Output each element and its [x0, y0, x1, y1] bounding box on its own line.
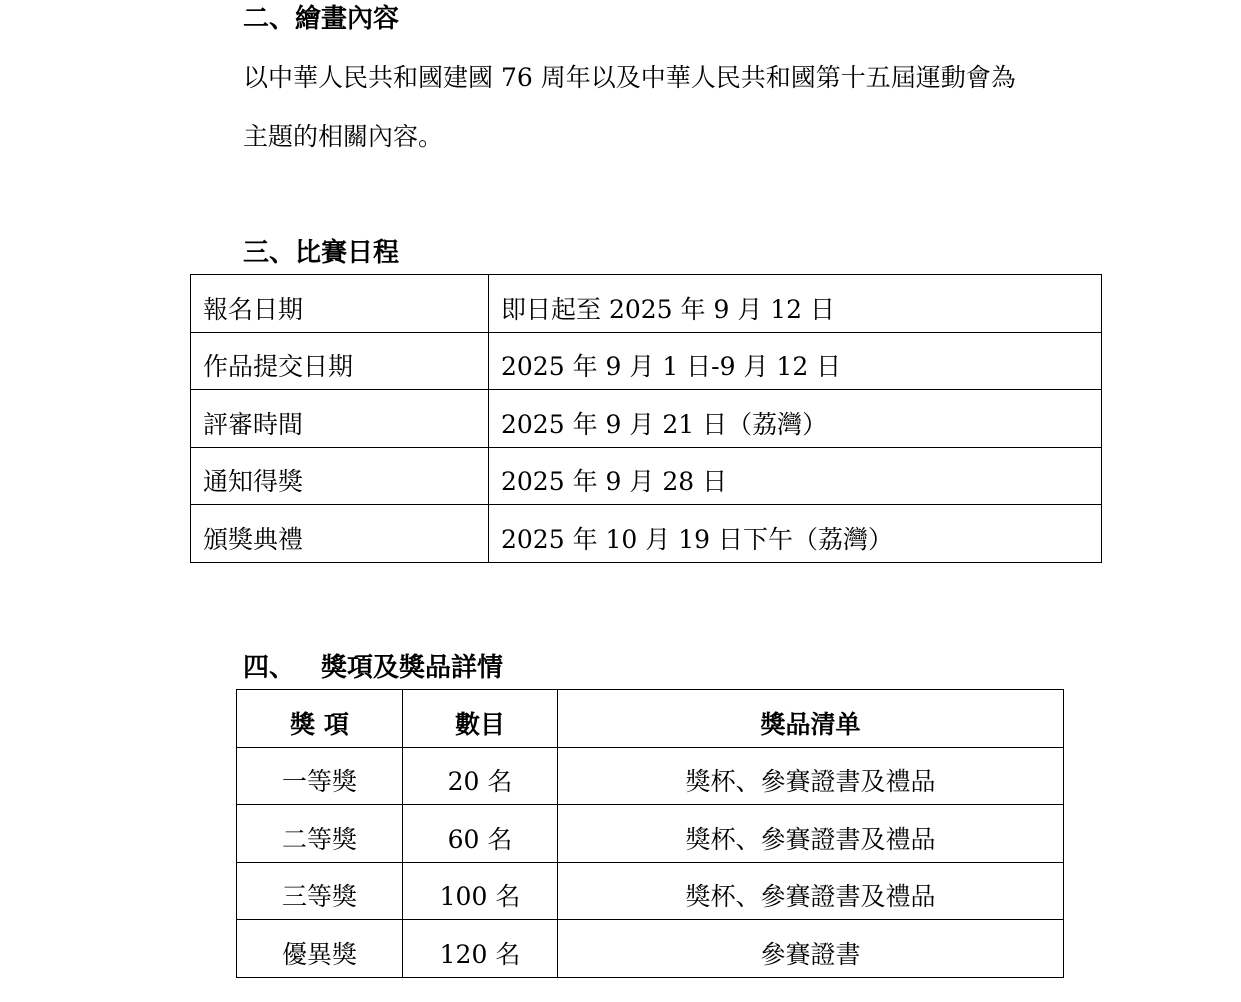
schedule-label: 評審時間: [191, 390, 489, 448]
section-3-heading: 三、比賽日程: [243, 238, 400, 268]
schedule-label: 作品提交日期: [191, 332, 489, 390]
award-prize: 參賽證書: [558, 920, 1064, 978]
award-name: 三等獎: [237, 862, 403, 920]
award-prize: 獎杯、參賽證書及禮品: [558, 805, 1064, 863]
table-row: [191, 332, 1102, 390]
table-row: [237, 747, 1064, 805]
column-header-award: 獎 項: [237, 690, 403, 748]
award-count: 20 名: [403, 747, 558, 805]
table-row: [191, 505, 1102, 563]
table-row: [191, 275, 1102, 333]
schedule-label: 通知得獎: [191, 447, 489, 505]
schedule-value: 即日起至 2025 年 9 月 12 日: [489, 275, 1102, 333]
schedule-value: 2025 年 9 月 1 日-9 月 12 日: [489, 332, 1102, 390]
table-row: [191, 447, 1102, 505]
schedule-label: 報名日期: [191, 275, 489, 333]
schedule-value: 2025 年 9 月 21 日（荔灣）: [489, 390, 1102, 448]
table-row: [237, 805, 1064, 863]
schedule-table: [190, 274, 1102, 563]
schedule-value: 2025 年 9 月 28 日: [489, 447, 1102, 505]
award-count: 100 名: [403, 862, 558, 920]
award-count: 120 名: [403, 920, 558, 978]
section-2-paragraph-line-2: 主題的相關內容。: [243, 122, 444, 151]
award-count: 60 名: [403, 805, 558, 863]
section-2-paragraph-line-1: 以中華人民共和國建國 76 周年以及中華人民共和國第十五屆運動會為: [243, 63, 1016, 92]
table-header-row: [237, 690, 1064, 748]
award-prize: 獎杯、參賽證書及禮品: [558, 862, 1064, 920]
column-header-count: 數目: [403, 690, 558, 748]
schedule-value: 2025 年 10 月 19 日下午（荔灣）: [489, 505, 1102, 563]
table-row: [237, 862, 1064, 920]
prize-table: [236, 689, 1064, 978]
schedule-label: 頒獎典禮: [191, 505, 489, 563]
section-2-heading: 二、繪畫內容: [243, 4, 400, 34]
section-4-heading-text: 獎項及獎品詳情: [321, 653, 504, 683]
award-prize: 獎杯、參賽證書及禮品: [558, 747, 1064, 805]
award-name: 二等獎: [237, 805, 403, 863]
table-row: [237, 920, 1064, 978]
award-name: 優異獎: [237, 920, 403, 978]
table-row: [191, 390, 1102, 448]
section-4-heading: [243, 652, 503, 684]
award-name: 一等獎: [237, 747, 403, 805]
section-4-heading-number: 四、: [243, 653, 296, 683]
column-header-prize: 獎品清单: [558, 690, 1064, 748]
